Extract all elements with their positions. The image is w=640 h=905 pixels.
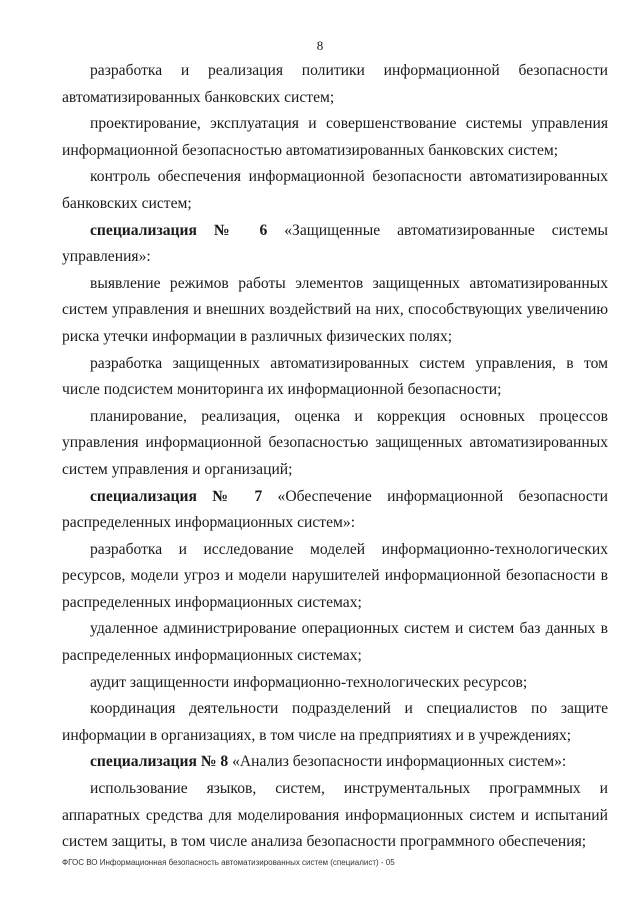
specialization-heading: специализация № 7 «Обеспечение информационной безопасности распределенных информационных систем»: bbox=[62, 487, 609, 532]
paragraph: выявление режимов работы элементов защищенных автоматизированных систем управления и внешних воздействий на них, способствующих увеличению риска утечки информации в различных физических полях; bbox=[62, 274, 608, 345]
paragraph: удаленное администрирование операционных систем и систем баз данных в распределенных информационных системах; bbox=[62, 620, 608, 665]
page-footer: ФГОС ВО Информационная безопасность автоматизированных систем (специалист) - 05 bbox=[62, 858, 395, 867]
paragraph: использование языков, систем, инструментальных программных и аппаратных средства для моделирования информационных систем и испытаний систем защиты, в том числе анализа безопасности программного обеспечения; bbox=[62, 780, 608, 851]
paragraph: разработка защищенных автоматизированных систем управления, в том числе подсистем мониторинга их информационной безопасности; bbox=[62, 354, 608, 399]
paragraph: контроль обеспечения информационной безопасности автоматизированных банковских систем; bbox=[62, 168, 608, 212]
paragraph: проектирование, эксплуатация и совершенствование системы управления информационной безопасностью автоматизированных банковских систем; bbox=[62, 115, 608, 159]
specialization-number: специализация № 7 bbox=[90, 487, 263, 505]
paragraph: координация деятельности подразделений и специалистов по защите информации в организациях, в том числе на предприятиях и в учреждениях; bbox=[62, 700, 608, 744]
paragraph: разработка и реализация политики информационной безопасности автоматизированных банковских систем; bbox=[62, 62, 608, 106]
specialization-number: специализация № 8 bbox=[90, 753, 229, 771]
paragraph: планирование, реализация, оценка и коррекция основных процессов управления информационной безопасностью защищенных автоматизированных систем управления и организаций; bbox=[62, 407, 608, 478]
specialization-heading: специализация № 8 «Анализ безопасности информационных систем»: bbox=[90, 753, 567, 771]
specialization-number: специализация № 6 bbox=[90, 221, 268, 239]
document-body bbox=[62, 58, 608, 856]
paragraph: аудит защищенности информационно-технологических ресурсов; bbox=[90, 673, 528, 691]
paragraph: разработка и исследование моделей информационно-технологических ресурсов, модели угроз и модели нарушителей информационной безопасности в распределенных информационных системах; bbox=[62, 540, 608, 611]
page-number: 8 bbox=[316, 38, 324, 53]
specialization-heading: специализация № 6 «Защищенные автоматизированные системы управления»: bbox=[62, 221, 608, 266]
